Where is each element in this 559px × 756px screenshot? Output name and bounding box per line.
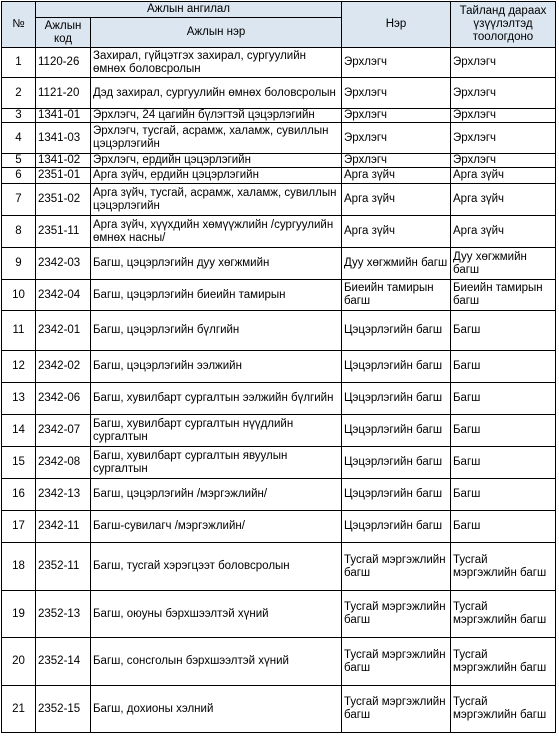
row-job-code: 2342-07 bbox=[36, 415, 91, 447]
row-counted-as: Эрхлэгч bbox=[451, 109, 556, 123]
row-job-name: Эрхлэгч, ердийн цэцэрлэгийн bbox=[91, 154, 342, 168]
row-name: Эрхлэгч bbox=[342, 123, 451, 154]
table-row bbox=[2, 591, 556, 638]
row-name: Цэцэрлэгийн багш bbox=[342, 479, 451, 511]
row-name: Биеийн тамирын багш bbox=[342, 280, 451, 311]
row-job-name: Багш, цэцэрлэгийн дуу хөгжмийн bbox=[91, 248, 342, 280]
row-name: Арга зүйч bbox=[342, 168, 451, 184]
table-row bbox=[2, 543, 556, 591]
row-name: Эрхлэгч bbox=[342, 109, 451, 123]
table-row bbox=[2, 351, 556, 383]
row-job-code: 2351-11 bbox=[36, 216, 91, 248]
row-counted-as: Багш bbox=[451, 351, 556, 383]
row-name: Тусгай мэргэжлийн багш bbox=[342, 591, 451, 638]
row-counted-as: Арга зүйч bbox=[451, 216, 556, 248]
row-job-name: Багш, цэцэрлэгийн /мэргэжлийн/ bbox=[91, 479, 342, 511]
row-job-code: 2342-01 bbox=[36, 311, 91, 351]
row-job-code: 2342-04 bbox=[36, 280, 91, 311]
row-job-name: Багш, сонсголын бэрхшээлтэй хүний bbox=[91, 638, 342, 686]
row-job-code: 2352-13 bbox=[36, 591, 91, 638]
row-counted-as: Эрхлэгч bbox=[451, 78, 556, 109]
row-name: Тусгай мэргэжлийн багш bbox=[342, 543, 451, 591]
row-job-code: 1341-03 bbox=[36, 123, 91, 154]
row-job-name: Багш, оюуны бэрхшээлтэй хүний bbox=[91, 591, 342, 638]
row-job-name: Захирал, гүйцэтгэх захирал, сургуулийн өмнөх боловсролын bbox=[91, 48, 342, 78]
row-name: Эрхлэгч bbox=[342, 154, 451, 168]
table-row bbox=[2, 447, 556, 479]
row-name: Цэцэрлэгийн багш bbox=[342, 447, 451, 479]
row-counted-as: Багш bbox=[451, 311, 556, 351]
header-job-classification: Ажлын ангилал bbox=[36, 2, 342, 18]
table-row bbox=[2, 184, 556, 216]
row-job-code: 2342-08 bbox=[36, 447, 91, 479]
row-name: Дуу хөгжмийн багш bbox=[342, 248, 451, 280]
row-job-code: 1341-01 bbox=[36, 109, 91, 123]
row-name: Цэцэрлэгийн багш bbox=[342, 383, 451, 415]
header-job-name: Ажлын нэр bbox=[91, 18, 342, 48]
row-number: 6 bbox=[2, 168, 36, 184]
header-name: Нэр bbox=[342, 2, 451, 48]
job-classification-table bbox=[1, 1, 556, 733]
row-counted-as: Эрхлэгч bbox=[451, 123, 556, 154]
table-row bbox=[2, 686, 556, 733]
row-counted-as: Багш bbox=[451, 383, 556, 415]
table-row bbox=[2, 168, 556, 184]
row-counted-as: Багш bbox=[451, 479, 556, 511]
table-row bbox=[2, 109, 556, 123]
row-counted-as: Багш bbox=[451, 447, 556, 479]
row-number: 15 bbox=[2, 447, 36, 479]
row-counted-as: Арга зүйч bbox=[451, 184, 556, 216]
row-name: Цэцэрлэгийн багш bbox=[342, 311, 451, 351]
row-job-name: Багш, цэцэрлэгийн бүлгийн bbox=[91, 311, 342, 351]
row-name: Эрхлэгч bbox=[342, 78, 451, 109]
header-counted-as: Тайланд дараах үзүүлэлтэд тоологдоно bbox=[451, 2, 556, 48]
row-counted-as: Багш bbox=[451, 511, 556, 543]
row-number: 5 bbox=[2, 154, 36, 168]
row-number: 11 bbox=[2, 311, 36, 351]
table-row bbox=[2, 78, 556, 109]
row-number: 16 bbox=[2, 479, 36, 511]
table-row bbox=[2, 383, 556, 415]
row-job-code: 1341-02 bbox=[36, 154, 91, 168]
row-job-name: Дэд захирал, сургуулийн өмнөх боловсролын bbox=[91, 78, 342, 109]
row-name: Цэцэрлэгийн багш bbox=[342, 351, 451, 383]
row-number: 3 bbox=[2, 109, 36, 123]
row-number: 18 bbox=[2, 543, 36, 591]
row-job-name: Арга зүйч, хүүхдийн хөмүүжлийн /сургуулийн өмнөх насны/ bbox=[91, 216, 342, 248]
row-job-code: 2342-11 bbox=[36, 511, 91, 543]
row-number: 8 bbox=[2, 216, 36, 248]
row-job-name: Багш, дохионы хэлний bbox=[91, 686, 342, 733]
row-number: 20 bbox=[2, 638, 36, 686]
row-number: 17 bbox=[2, 511, 36, 543]
row-counted-as: Багш bbox=[451, 415, 556, 447]
header-number: № bbox=[2, 2, 36, 48]
row-job-name: Багш, цэцэрлэгийн ээлжийн bbox=[91, 351, 342, 383]
row-counted-as: Эрхлэгч bbox=[451, 48, 556, 78]
row-counted-as: Эрхлэгч bbox=[451, 154, 556, 168]
table-row bbox=[2, 280, 556, 311]
table-row bbox=[2, 415, 556, 447]
table-row bbox=[2, 123, 556, 154]
row-number: 21 bbox=[2, 686, 36, 733]
row-name: Арга зүйч bbox=[342, 216, 451, 248]
row-number: 9 bbox=[2, 248, 36, 280]
row-counted-as: Тусгай мэргэжлийн багш bbox=[451, 638, 556, 686]
row-name: Цэцэрлэгийн багш bbox=[342, 511, 451, 543]
row-name: Тусгай мэргэжлийн багш bbox=[342, 686, 451, 733]
row-job-name: Багш, цэцэрлэгийн биеийн тамирын bbox=[91, 280, 342, 311]
row-number: 13 bbox=[2, 383, 36, 415]
row-number: 2 bbox=[2, 78, 36, 109]
row-counted-as: Дуу хөгжмийн багш bbox=[451, 248, 556, 280]
table-row bbox=[2, 154, 556, 168]
header-job-code: Ажлын код bbox=[36, 18, 91, 48]
row-counted-as: Биеийн тамирын багш bbox=[451, 280, 556, 311]
row-job-code: 2352-11 bbox=[36, 543, 91, 591]
row-job-code: 2342-03 bbox=[36, 248, 91, 280]
row-counted-as: Тусгай мэргэжлийн багш bbox=[451, 686, 556, 733]
row-job-code: 1120-26 bbox=[36, 48, 91, 78]
row-number: 12 bbox=[2, 351, 36, 383]
table-row bbox=[2, 216, 556, 248]
row-job-code: 1121-20 bbox=[36, 78, 91, 109]
table-row bbox=[2, 479, 556, 511]
row-number: 14 bbox=[2, 415, 36, 447]
table-row bbox=[2, 511, 556, 543]
row-counted-as: Тусгай мэргэжлийн багш bbox=[451, 591, 556, 638]
row-job-code: 2352-14 bbox=[36, 638, 91, 686]
row-job-name: Эрхлэгч, 24 цагийн бүлэгтэй цэцэрлэгийн bbox=[91, 109, 342, 123]
table-row bbox=[2, 311, 556, 351]
row-number: 1 bbox=[2, 48, 36, 78]
row-number: 10 bbox=[2, 280, 36, 311]
row-number: 4 bbox=[2, 123, 36, 154]
header-row-1 bbox=[2, 2, 556, 18]
row-job-name: Эрхлэгч, тусгай, асрамж, халамж, сувиллын цэцэрлэгийн bbox=[91, 123, 342, 154]
table-row bbox=[2, 48, 556, 78]
row-job-code: 2352-15 bbox=[36, 686, 91, 733]
row-job-code: 2342-06 bbox=[36, 383, 91, 415]
row-job-code: 2342-02 bbox=[36, 351, 91, 383]
row-counted-as: Тусгай мэргэжлийн багш bbox=[451, 543, 556, 591]
table-row bbox=[2, 638, 556, 686]
row-job-name: Багш, хувилбарт сургалтын нүүдлийн сургалтын bbox=[91, 415, 342, 447]
row-number: 19 bbox=[2, 591, 36, 638]
row-name: Цэцэрлэгийн багш bbox=[342, 415, 451, 447]
row-job-code: 2342-13 bbox=[36, 479, 91, 511]
row-job-name: Багш, хувилбарт сургалтын ээлжийн бүлгийн bbox=[91, 383, 342, 415]
row-counted-as: Арга зүйч bbox=[451, 168, 556, 184]
row-name: Тусгай мэргэжлийн багш bbox=[342, 638, 451, 686]
table-row bbox=[2, 248, 556, 280]
row-job-name: Арга зүйч, ердийн цэцэрлэгийн bbox=[91, 168, 342, 184]
row-job-name: Арга зүйч, тусгай, асрамж, халамж, сувиллын цэцэрлэгийн bbox=[91, 184, 342, 216]
row-name: Эрхлэгч bbox=[342, 48, 451, 78]
row-job-name: Багш, тусгай хэрэгцээт боловсролын bbox=[91, 543, 342, 591]
row-job-name: Багш, хувилбарт сургалтын явуулын сургалтын bbox=[91, 447, 342, 479]
row-name: Арга зүйч bbox=[342, 184, 451, 216]
row-job-code: 2351-02 bbox=[36, 184, 91, 216]
row-job-name: Багш-сувилагч /мэргэжлийн/ bbox=[91, 511, 342, 543]
row-number: 7 bbox=[2, 184, 36, 216]
row-job-code: 2351-01 bbox=[36, 168, 91, 184]
